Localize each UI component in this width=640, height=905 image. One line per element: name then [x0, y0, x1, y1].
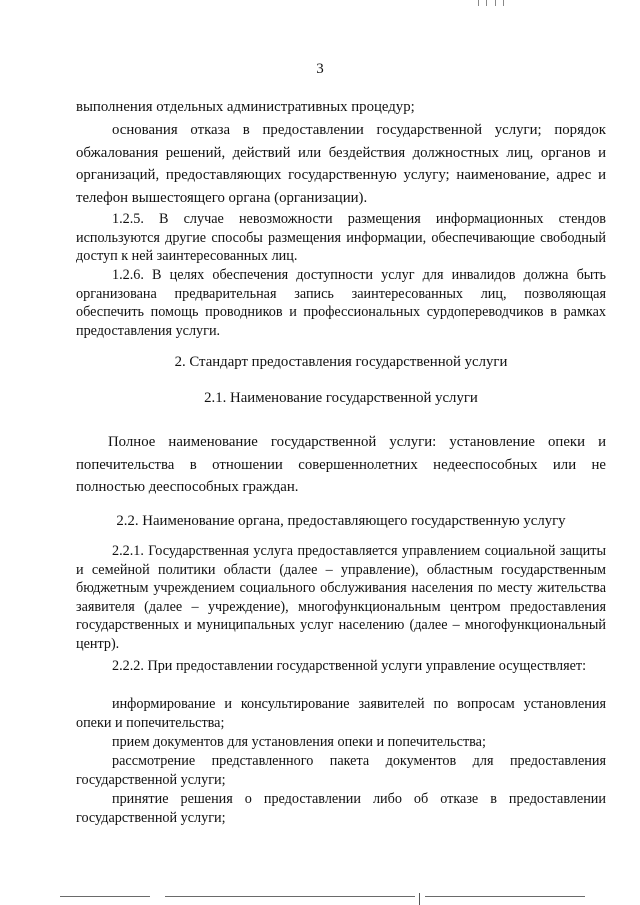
scan-artifact-top	[0, 0, 640, 6]
paragraph: 1.2.5. В случае невозможности размещения информационных стендов используются другие способы размещения информации, обеспечивающие свободный доступ к ней заинтересованных лиц.	[76, 211, 606, 265]
paragraph: 2.2.2. При предоставлении государственной услуги управление осуществляет:	[112, 658, 587, 674]
scan-line	[425, 896, 585, 897]
document-body	[76, 96, 606, 828]
scan-tick	[495, 0, 496, 6]
scan-line	[60, 896, 150, 897]
scan-mark	[419, 893, 420, 905]
scan-tick	[486, 0, 487, 6]
paragraph: 1.2.6. В целях обеспечения доступности услуг для инвалидов должна быть организована предварительная запись заинтересованных лиц, позволяющая обеспечить помощь проводников и профессиональных сурдопереводчиков в рамках предоставления услуги.	[76, 267, 606, 339]
paragraph: Полное наименование государственной услуги: установление опеки и попечительства в отношении совершеннолетних недееспособных или не полностью дееспособных граждан.	[76, 434, 606, 496]
paragraph: выполнения отдельных административных процедур;	[76, 99, 415, 115]
subsection-heading: 2.2. Наименование органа, предоставляющего государственную услугу	[116, 513, 566, 529]
scan-tick	[478, 0, 479, 6]
section-heading: 2. Стандарт предоставления государственной услуги	[174, 354, 508, 370]
list-item: принятие решения о предоставлении либо об отказе в предоставлении государственной услуги;	[76, 791, 606, 826]
page-number: 3	[316, 61, 324, 77]
paragraph: основания отказа в предоставлении государственной услуги; порядок обжалования решений, действий или бездействия должностных лиц, органов и организаций, предоставляющих государственную услугу; наименование, адрес и телефон вышестоящего органа (организации).	[76, 122, 606, 206]
list-item: рассмотрение представленного пакета документов для предоставления государственной услуги;	[76, 753, 606, 788]
scan-tick	[503, 0, 504, 6]
list-item: информирование и консультирование заявителей по вопросам установления опеки и попечительства;	[76, 696, 606, 731]
list-item: прием документов для установления опеки и попечительства;	[112, 734, 486, 750]
scan-line	[165, 896, 415, 897]
scan-artifact-bottom	[0, 893, 640, 905]
subsection-heading: 2.1. Наименование государственной услуги	[204, 390, 478, 406]
paragraph: 2.2.1. Государственная услуга предоставляется управлением социальной защиты и семейной политики области (далее – управление), областным государственным бюджетным учреждением социального обслуживания населения по месту жительства заявителя (далее – учреждение), многофункциональным центром предоставления государственных и муниципальных услуг населению (далее – многофункциональный центр).	[76, 543, 606, 652]
